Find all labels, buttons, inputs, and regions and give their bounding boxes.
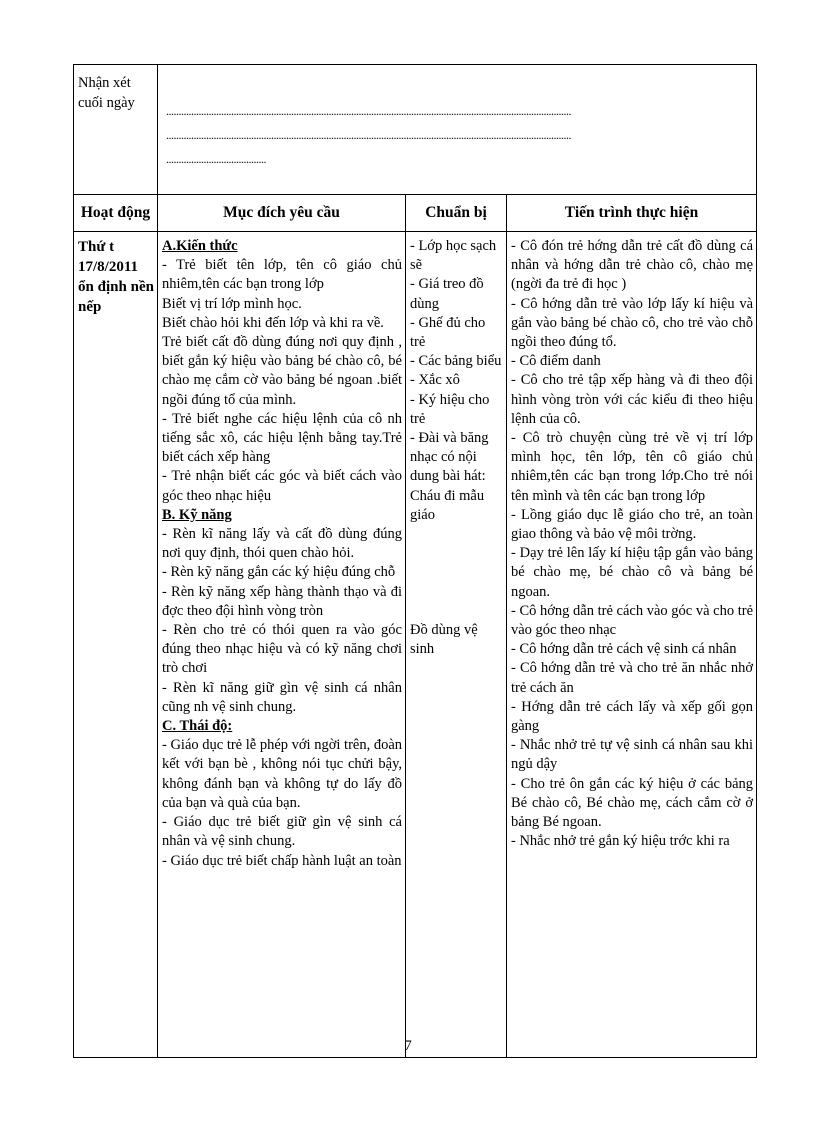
purpose-line: Trẻ biết cất đồ dùng đúng nơi quy định , biết gắn ký hiệu vào bảng bé chào cô, bé chào mẹ cắm cờ vào bảng bé ngoan .biết ngồi đúng tổ của mình. [162, 334, 402, 408]
purpose-line: - Trẻ biết nghe các hiệu lệnh của cô nh tiếng sắc xô, các hiệu lệnh bằng tay.Trẻ biết cách xếp hàng [162, 410, 402, 466]
process-cell [507, 232, 757, 1058]
process-line: - Cho trẻ ôn gắn các ký hiệu ở các bảng Bé chào cô, Bé chào mẹ, cách cắm cờ ở bảng Bé ngoan. [511, 775, 754, 831]
purpose-line: - Giáo dục trẻ biết chấp hành luật an toàn [162, 852, 402, 869]
purpose-line: Biết chào hỏi khi đến lớp và khi ra về. [162, 314, 384, 331]
process-line: - Cô hớng dẫn trẻ cách vệ sinh cá nhân [511, 641, 737, 658]
header-activity: Hoạt động [74, 195, 158, 232]
content-row [74, 232, 757, 1058]
page-number: 7 [404, 1038, 412, 1054]
process-line: - Cô trò chuyện cùng trẻ về vị trí lớp mình học, tên lớp, tên cô giáo chủ nhiêm,tên các bạn trong lớp.Cho trẻ nói tên mình và tên các bạn trong lớp [511, 430, 754, 504]
spacer [410, 525, 503, 621]
prep-hygiene: Đồ dùng vệ sinh [410, 622, 478, 658]
plan-table [73, 64, 757, 1058]
purpose-line: - Rèn kỹ năng xếp hàng thành thạo và đi đợc theo đội hình vòng tròn [162, 583, 402, 619]
prep-line: - Lớp học sạch sẽ [410, 238, 497, 274]
header-prep: Chuẩn bị [406, 195, 507, 232]
dots-line: .................................................................................................................................................................. [166, 104, 571, 118]
process-line: - Cô đón trẻ hớng dẫn trẻ cất đồ dùng cá nhân và hớng dẫn trẻ chào cô, chào mẹ (ngời đa trẻ đi học ) [511, 238, 754, 293]
process-line: - Hớng dẫn trẻ cách lấy và xếp gối gọn gàng [511, 698, 754, 735]
note-label: Nhận xét cuối ngày [74, 65, 158, 195]
header-process: Tiến trình thực hiện [507, 195, 757, 232]
prep-line: - Các bảng biểu [410, 353, 502, 370]
prep-line: - Đài và băng nhạc có nội dung bài hát: Cháu đi mẫu giáo [410, 430, 489, 523]
purpose-line: Biết vị trí lớp mình học. [162, 295, 302, 312]
purpose-cell [158, 232, 406, 1058]
process-line: - Nhắc nhở trẻ tự vệ sinh cá nhân sau khi ngủ dậy [511, 737, 754, 773]
process-line: - Cô điểm danh [511, 353, 601, 370]
prep-line: - Ký hiệu cho trẻ [410, 391, 490, 427]
process-line: - Cô hớng dẫn trẻ cách vào góc và cho trẻ vào góc theo nhạc [511, 602, 754, 639]
dots-line: ........................................ [166, 152, 266, 166]
activity-day: Thứ t [78, 239, 115, 255]
purpose-line: - Rèn kỹ năng gắn các ký hiệu đúng chỗ [162, 564, 396, 581]
activity-cell [74, 232, 158, 1058]
purpose-line: - Rèn cho trẻ có thói quen ra vào góc đúng theo nhạc hiệu và có kỹ năng chơi trò chơi [162, 622, 402, 677]
process-line: - Cô hớng dẫn trẻ và cho trẻ ăn nhắc nhở trẻ cách ăn [511, 660, 754, 696]
section-heading: A.Kiến thức [162, 238, 238, 254]
activity-topic: ổn định nền nếp [78, 279, 154, 315]
process-line: - Cô hớng dẫn trẻ vào lớp lấy kí hiệu và gắn vào bảng bé chào cô, cho trẻ vào chỗ ngồi theo đúng tổ. [511, 295, 754, 351]
purpose-line: - Trẻ nhận biết các góc và biết cách vào góc theo nhạc hiệu [162, 468, 402, 504]
dots-line: .................................................................................................................................................................. [166, 128, 571, 142]
purpose-line: - Giáo dục trẻ biết giữ gìn vệ sinh cá nhân và vệ sinh chung. [162, 814, 402, 850]
header-purpose: Mục đích yêu cầu [158, 195, 406, 232]
note-dots [158, 65, 757, 195]
activity-date: 17/8/2011 [78, 259, 139, 275]
purpose-line: - Rèn kĩ năng lấy và cất đồ dùng đúng nơi quy định, thói quen chào hỏi. [162, 526, 402, 562]
prep-line: - Giá treo đồ dùng [410, 276, 484, 312]
purpose-line: - Trẻ biết tên lớp, tên cô giáo chủ nhiêm,tên các bạn trong lớp [162, 257, 402, 293]
process-line: - Cô cho trẻ tập xếp hàng và đi theo đội hình vòng tròn với các kiểu đi theo hiệu lệnh của cô. [511, 372, 754, 427]
header-row [74, 195, 757, 232]
prep-line: - Ghế đủ cho trẻ [410, 314, 486, 351]
purpose-line: - Rèn kĩ năng giữ gìn vệ sinh cá nhân cũng nh vệ sinh chung. [162, 679, 402, 715]
process-line: - Nhắc nhở trẻ gắn ký hiệu trớc khi ra [511, 833, 730, 850]
section-heading: B. Kỹ năng [162, 506, 232, 523]
prep-line: - Xắc xô [410, 372, 460, 389]
prep-cell [406, 232, 507, 1058]
section-heading: C. Thái độ: [162, 718, 233, 735]
process-line: - Lồng giáo dục lễ giáo cho trẻ, an toàn giao thông và bảo vệ môi trờng. [511, 506, 754, 543]
process-line: - Dạy trẻ lên lấy kí hiệu tập gắn vào bảng bé chào mẹ, bé chào cô và bảng bé ngoan. [511, 545, 754, 600]
note-row [74, 65, 757, 195]
purpose-line: - Giáo dục trẻ lễ phép với ngời trên, đoàn kết với bạn bè , không nói tục chửi bậy, không đánh bạn và không tự do lấy đồ của bạn và quà của bạn. [162, 737, 403, 811]
